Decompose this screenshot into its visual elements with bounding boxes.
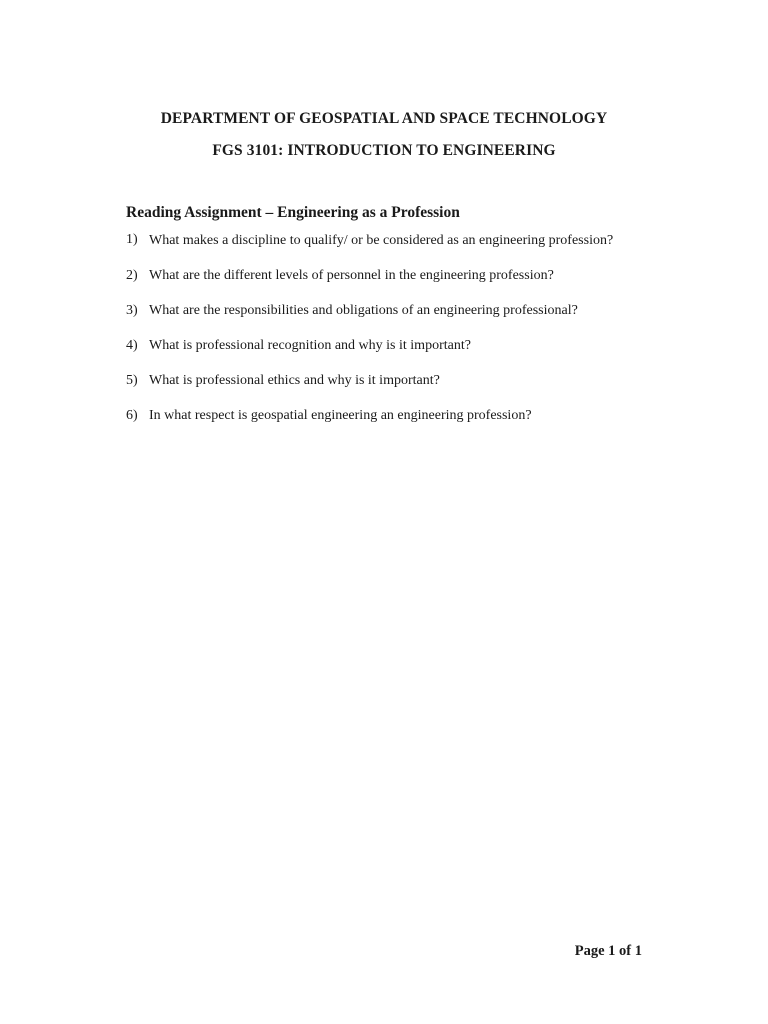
- question-number: 6): [126, 408, 138, 423]
- question-text: In what respect is geospatial engineering an engineering profession?: [149, 408, 532, 423]
- section-title: Reading Assignment – Engineering as a Profession: [126, 204, 460, 221]
- question-text: What are the different levels of personnel in the engineering profession?: [149, 268, 554, 283]
- question-text: What makes a discipline to qualify/ or be considered as an engineering profession?: [149, 233, 614, 248]
- question-item: [126, 231, 642, 250]
- department-heading: DEPARTMENT OF GEOSPATIAL AND SPACE TECHNOLOGY: [160, 110, 608, 127]
- question-item: [126, 267, 642, 285]
- question-text: What is professional recognition and why is it important?: [149, 338, 471, 353]
- question-item: [126, 407, 642, 425]
- question-number: 3): [126, 303, 138, 318]
- course-heading: FGS 3101: INTRODUCTION TO ENGINEERING: [212, 142, 556, 159]
- question-number: 1): [126, 232, 138, 247]
- question-list: [126, 231, 642, 442]
- question-text: What is professional ethics and why is it important?: [149, 373, 440, 388]
- question-item: [126, 337, 642, 355]
- question-item: [126, 302, 642, 320]
- question-text: What are the responsibilities and obligations of an engineering professional?: [149, 303, 578, 318]
- question-number: 2): [126, 268, 138, 283]
- question-item: [126, 372, 642, 390]
- question-number: 4): [126, 338, 138, 353]
- question-number: 5): [126, 373, 138, 388]
- page-number-footer: Page 1 of 1: [574, 943, 642, 959]
